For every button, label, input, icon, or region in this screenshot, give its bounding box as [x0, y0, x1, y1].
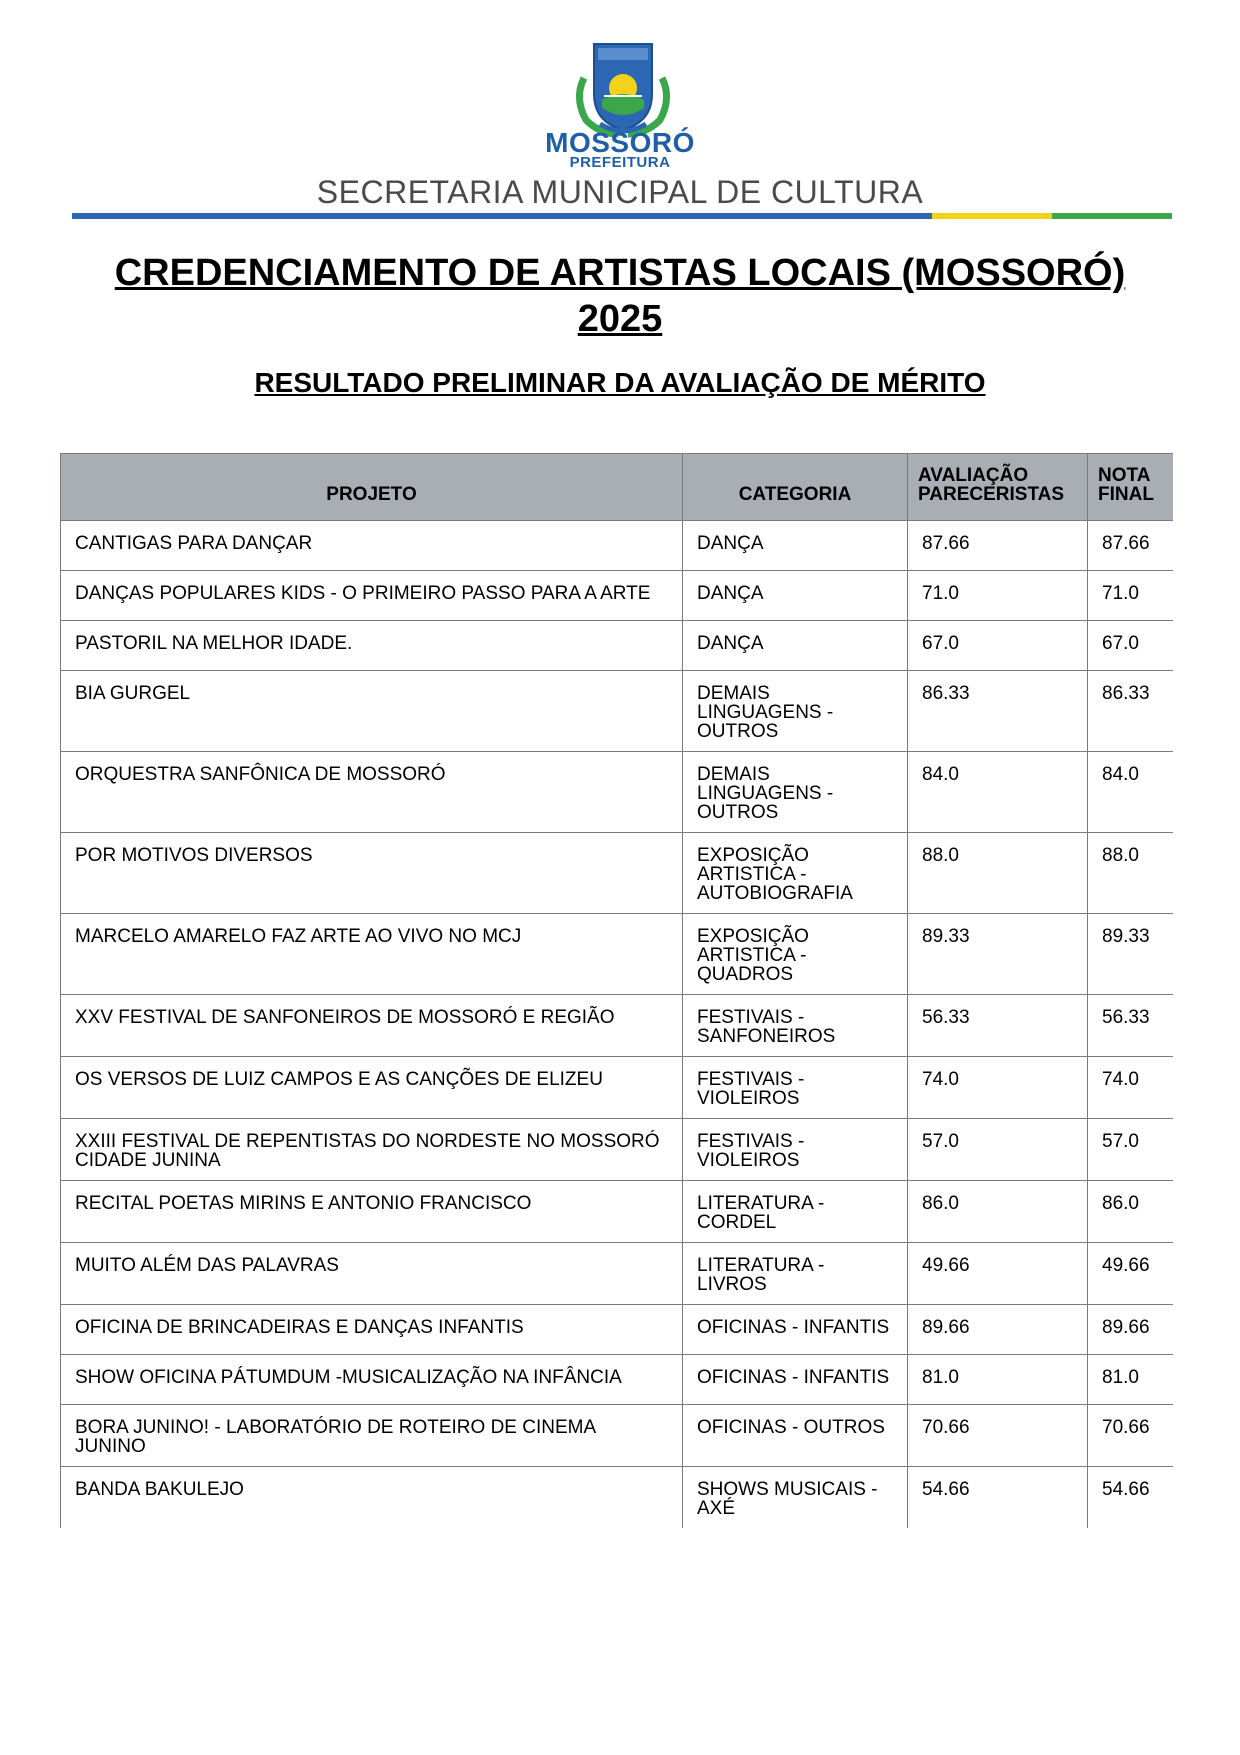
table-row [61, 1119, 1174, 1181]
cell-projeto: DANÇAS POPULARES KIDS - O PRIMEIRO PASSO PARA A ARTE [61, 571, 683, 621]
cell-avaliacao: 74.0 [908, 1057, 1088, 1119]
cell-avaliacao: 88.0 [908, 833, 1088, 914]
table-row [61, 1305, 1174, 1355]
cell-categoria: DEMAIS LINGUAGENS - OUTROS [683, 671, 908, 752]
cell-categoria: LITERATURA - LIVROS [683, 1243, 908, 1305]
document-subtitle: RESULTADO PRELIMINAR DA AVALIAÇÃO DE MÉRITO [254, 367, 986, 398]
header-nota-final: NOTA FINAL [1088, 454, 1174, 521]
table-row [61, 752, 1174, 833]
cell-avaliacao: 86.33 [908, 671, 1088, 752]
cell-nota-final: 70.66 [1088, 1405, 1174, 1467]
cell-categoria: FESTIVAIS - SANFONEIROS [683, 995, 908, 1057]
cell-projeto: OS VERSOS DE LUIZ CAMPOS E AS CANÇÕES DE ELIZEU [61, 1057, 683, 1119]
stripe-green [1052, 213, 1172, 219]
table-row [61, 995, 1174, 1057]
cell-categoria: OFICINAS - OUTROS [683, 1405, 908, 1467]
cell-nota-final: 89.33 [1088, 914, 1174, 995]
cell-categoria: FESTIVAIS - VIOLEIROS [683, 1057, 908, 1119]
document-title [60, 250, 1180, 342]
table-body [61, 521, 1174, 1529]
cell-categoria: EXPOSIÇÃO ARTISTICA - AUTOBIOGRAFIA [683, 833, 908, 914]
cell-nota-final: 54.66 [1088, 1467, 1174, 1529]
color-stripe [72, 213, 1172, 219]
cell-nota-final: 71.0 [1088, 571, 1174, 621]
cell-avaliacao: 89.66 [908, 1305, 1088, 1355]
table-row [61, 1355, 1174, 1405]
table-row [61, 621, 1174, 671]
cell-avaliacao: 71.0 [908, 571, 1088, 621]
cell-nota-final: 86.33 [1088, 671, 1174, 752]
cell-categoria: EXPOSIÇÃO ARTISTICA - QUADROS [683, 914, 908, 995]
title-line-2: 2025 [577, 298, 663, 340]
cell-avaliacao: 57.0 [908, 1119, 1088, 1181]
cell-projeto: XXV FESTIVAL DE SANFONEIROS DE MOSSORÓ E REGIÃO [61, 995, 683, 1057]
table-row [61, 521, 1174, 571]
table-row [61, 671, 1174, 752]
title-line-1: CREDENCIAMENTO DE ARTISTAS LOCAIS (MOSSORÓ) [114, 252, 1126, 294]
cell-projeto: SHOW OFICINA PÁTUMDUM -MUSICALIZAÇÃO NA INFÂNCIA [61, 1355, 683, 1405]
cell-nota-final: 87.66 [1088, 521, 1174, 571]
header-avaliacao: AVALIAÇÃO PARECERISTAS [908, 454, 1088, 521]
stripe-blue [72, 213, 932, 219]
cell-avaliacao: 54.66 [908, 1467, 1088, 1529]
cell-avaliacao: 84.0 [908, 752, 1088, 833]
results-table-wrapper [60, 453, 1173, 1601]
header-categoria: CATEGORIA [683, 454, 908, 521]
cell-nota-final: 57.0 [1088, 1119, 1174, 1181]
cell-avaliacao: 49.66 [908, 1243, 1088, 1305]
cell-projeto: BORA JUNINO! - LABORATÓRIO DE ROTEIRO DE CINEMA JUNINO [61, 1405, 683, 1467]
cell-categoria: DANÇA [683, 521, 908, 571]
cell-projeto: RECITAL POETAS MIRINS E ANTONIO FRANCISCO [61, 1181, 683, 1243]
cell-nota-final: 89.66 [1088, 1305, 1174, 1355]
cell-projeto: ORQUESTRA SANFÔNICA DE MOSSORÓ [61, 752, 683, 833]
results-table [60, 453, 1173, 1528]
stripe-yellow [932, 213, 1052, 219]
cell-avaliacao: 86.0 [908, 1181, 1088, 1243]
cell-projeto: MARCELO AMARELO FAZ ARTE AO VIVO NO MCJ [61, 914, 683, 995]
cell-nota-final: 84.0 [1088, 752, 1174, 833]
letterhead [0, 0, 1240, 230]
cell-projeto: MUITO ALÉM DAS PALAVRAS [61, 1243, 683, 1305]
cell-projeto: CANTIGAS PARA DANÇAR [61, 521, 683, 571]
cell-avaliacao: 87.66 [908, 521, 1088, 571]
table-row [61, 833, 1174, 914]
cell-categoria: FESTIVAIS - VIOLEIROS [683, 1119, 908, 1181]
table-row [61, 1467, 1174, 1529]
table-row [61, 1405, 1174, 1467]
cell-nota-final: 86.0 [1088, 1181, 1174, 1243]
header-projeto: PROJETO [61, 454, 683, 521]
cell-avaliacao: 56.33 [908, 995, 1088, 1057]
brand-subtitle: PREFEITURA [569, 154, 671, 171]
cell-nota-final: 56.33 [1088, 995, 1174, 1057]
cell-nota-final: 74.0 [1088, 1057, 1174, 1119]
cell-nota-final: 81.0 [1088, 1355, 1174, 1405]
cell-categoria: DEMAIS LINGUAGENS - OUTROS [683, 752, 908, 833]
cell-categoria: LITERATURA - CORDEL [683, 1181, 908, 1243]
cell-projeto: BANDA BAKULEJO [61, 1467, 683, 1529]
table-row [61, 1243, 1174, 1305]
cell-projeto: XXIII FESTIVAL DE REPENTISTAS DO NORDESTE NO MOSSORÓ CIDADE JUNINA [61, 1119, 683, 1181]
cell-avaliacao: 89.33 [908, 914, 1088, 995]
cell-projeto: BIA GURGEL [61, 671, 683, 752]
cell-categoria: SHOWS MUSICAIS - AXÉ [683, 1467, 908, 1529]
cell-nota-final: 49.66 [1088, 1243, 1174, 1305]
cell-avaliacao: 81.0 [908, 1355, 1088, 1405]
city-crest-icon [570, 38, 676, 138]
cell-nota-final: 67.0 [1088, 621, 1174, 671]
cell-projeto: PASTORIL NA MELHOR IDADE. [61, 621, 683, 671]
table-row [61, 914, 1174, 995]
table-row [61, 1057, 1174, 1119]
cell-avaliacao: 70.66 [908, 1405, 1088, 1467]
table-header-row [61, 454, 1174, 521]
cell-nota-final: 88.0 [1088, 833, 1174, 914]
secretaria-name: SECRETARIA MUNICIPAL DE CULTURA [316, 174, 924, 210]
cell-categoria: DANÇA [683, 571, 908, 621]
cell-projeto: POR MOTIVOS DIVERSOS [61, 833, 683, 914]
brand-name: MOSSORÓ [545, 127, 695, 158]
table-row [61, 1181, 1174, 1243]
cell-projeto: OFICINA DE BRINCADEIRAS E DANÇAS INFANTIS [61, 1305, 683, 1355]
cell-avaliacao: 67.0 [908, 621, 1088, 671]
cell-categoria: DANÇA [683, 621, 908, 671]
cell-categoria: OFICINAS - INFANTIS [683, 1355, 908, 1405]
table-row [61, 571, 1174, 621]
cell-categoria: OFICINAS - INFANTIS [683, 1305, 908, 1355]
